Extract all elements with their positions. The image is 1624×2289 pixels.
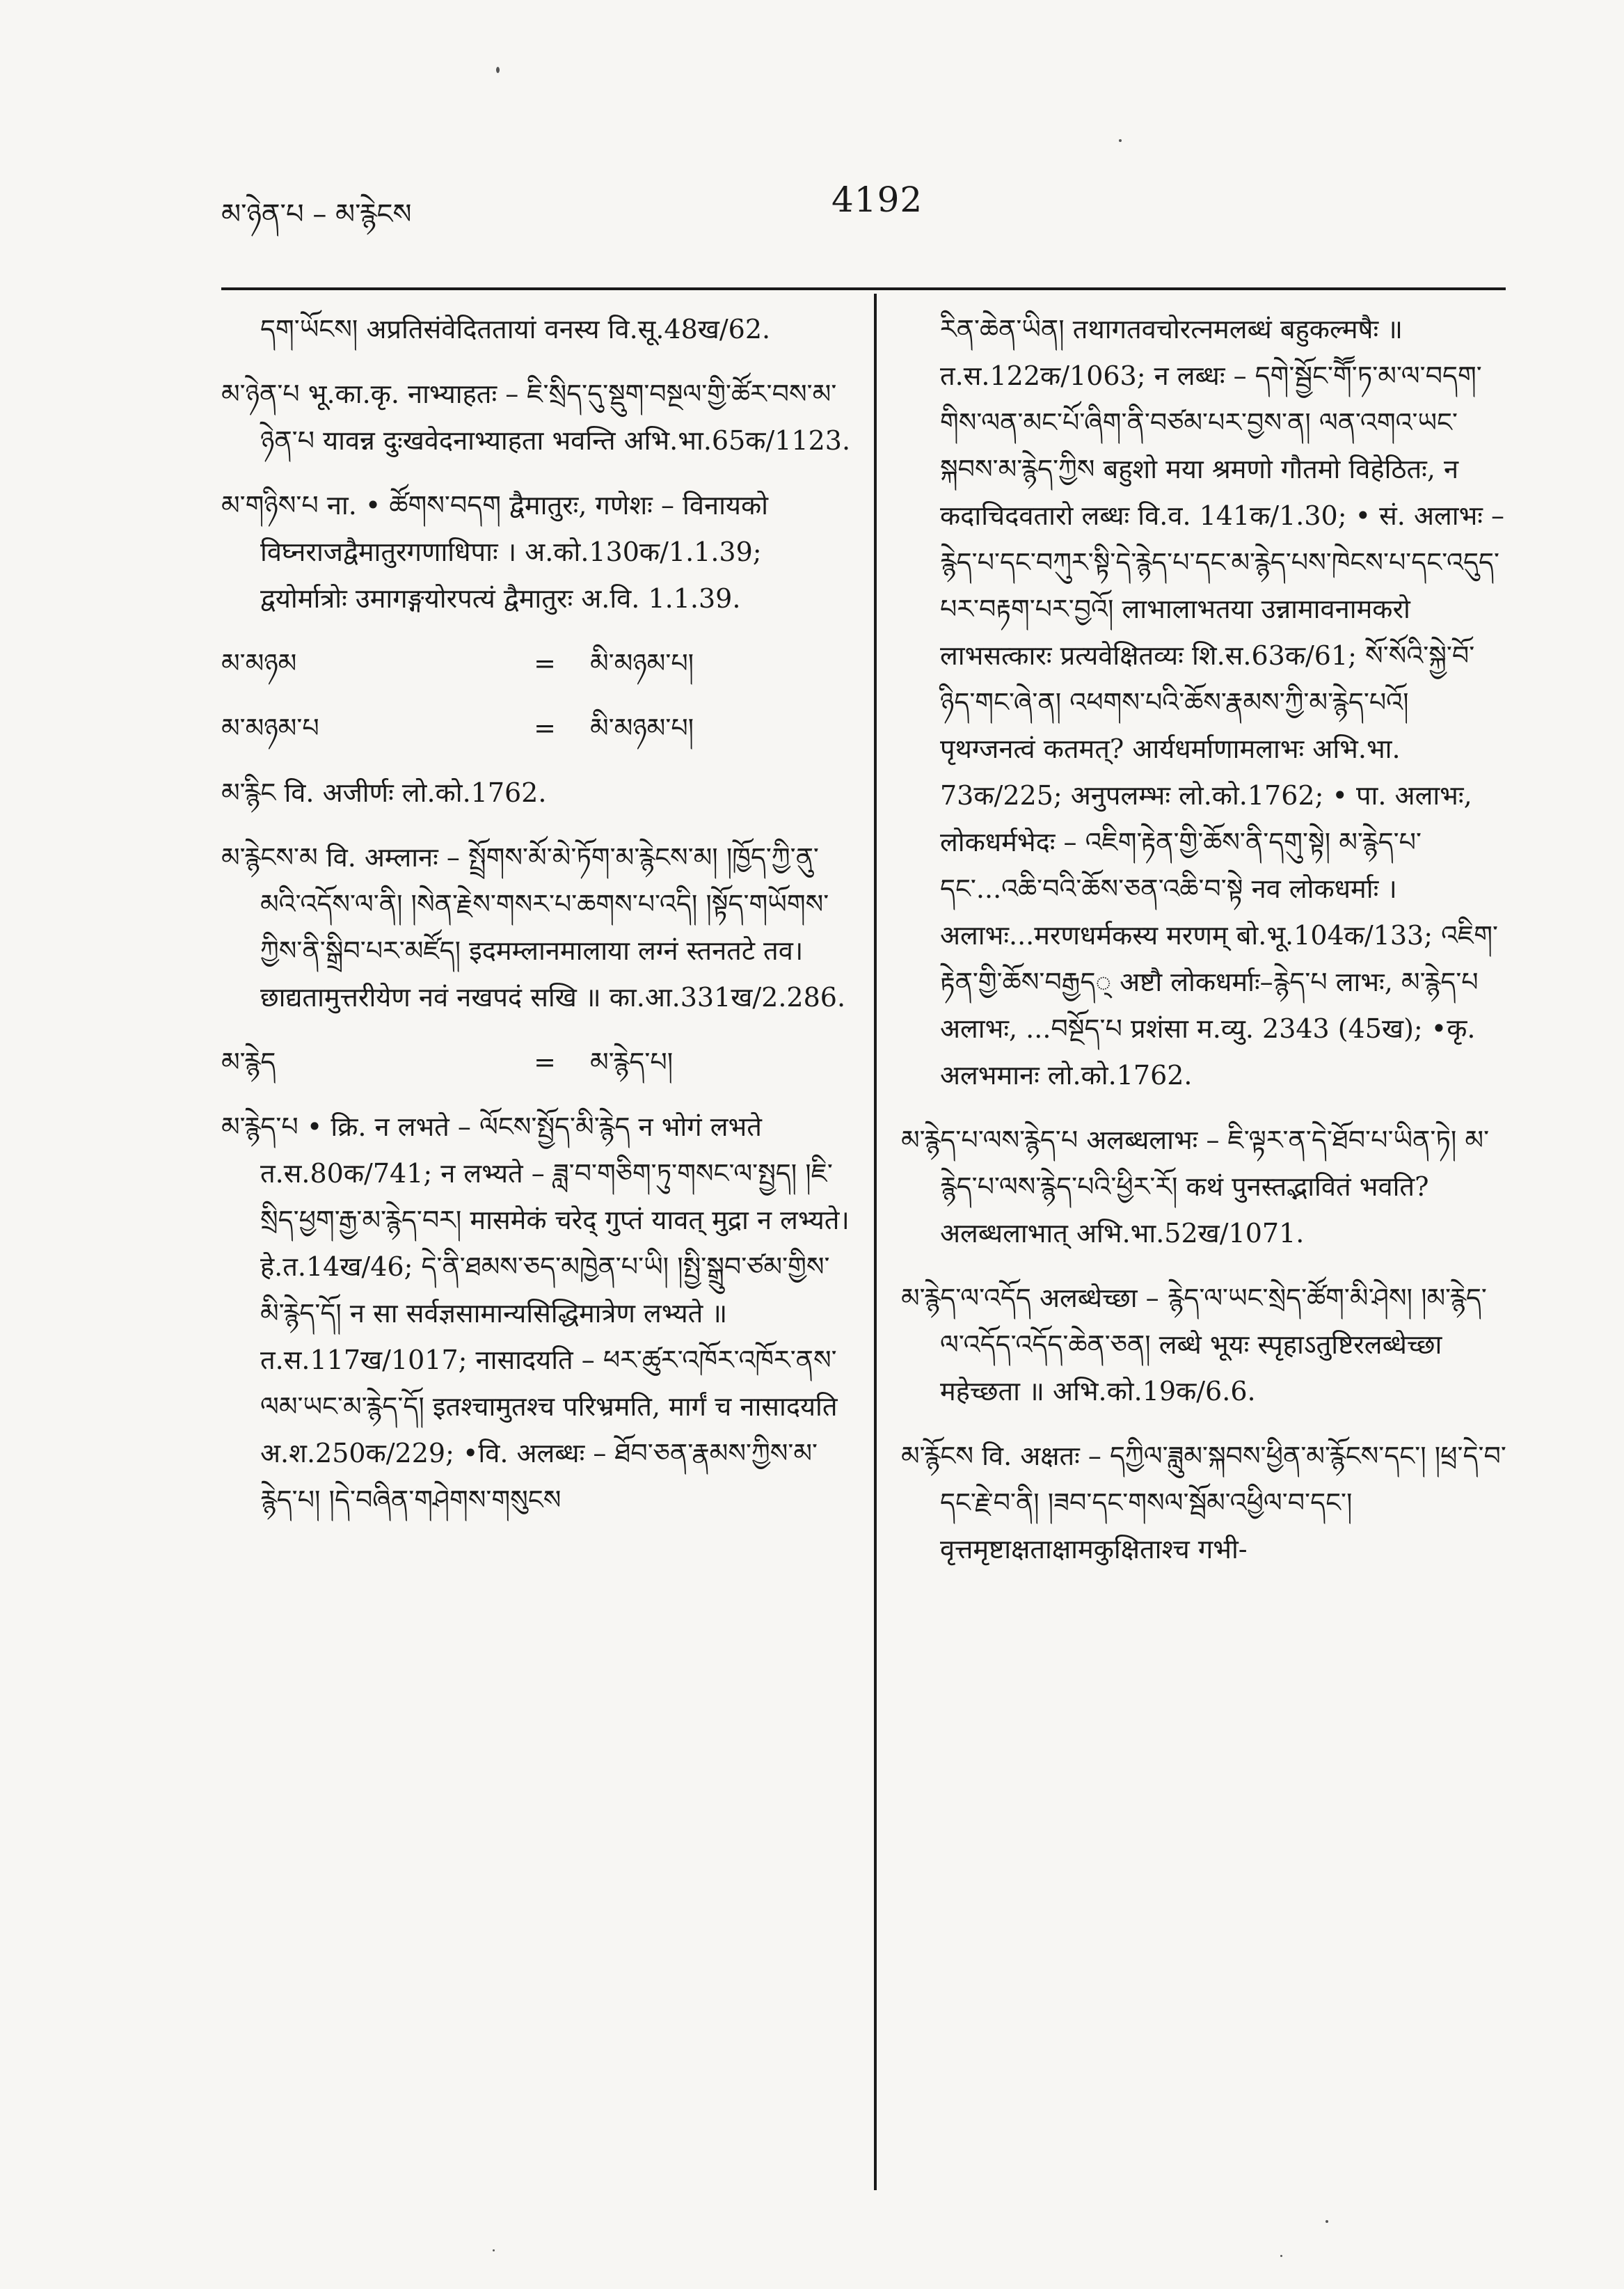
scan-speck	[493, 2249, 495, 2251]
definition-text: • क्रि. न लभते – ལོངས་སྤྱོད་མི་རྙེད न भोगं लभते त.स.80क/741; न लभ्यते – ཟླ་བ་གཅིག་ཏུ་གསང་ལ་སྤྱད། །ཇི་སྲིད་ཕྱག་རྒྱ་མ་རྙེད་བར། मासमेकं चरेद् गुप्तं यावत् मुद्रा न लभ्यते। हे.त.14ख/46; དེ་ནི་ཐམས་ཅད་མཁྱེན་པ་ཡི། །སྤྱི་སྒྲུབ་ཙམ་གྱིས་མི་རྙེད་དོ། न सा सर्वज्ञसामान्यसिद्धिमात्रेण लभ्यते ॥ त.स.117ख/1017; नासादयति – ཕར་ཚུར་འཁོར་འཁོར་ནས་ལམ་ཡང་མ་རྙེད་དོ། इतश्चामुतश्च परिभ्रमति, मार्गं च नासादयति अ.श.250क/229; •वि. अलब्धः – ཐོབ་ཅན་རྣམས་ཀྱིས་མ་རྙེད་པ། །དེ་བཞིན་གཤེགས་གསུངས	[260, 1111, 850, 1515]
cross-reference-term: མ་མཉམ	[221, 648, 297, 679]
equals-sign: =	[534, 713, 556, 743]
scan-speck	[1280, 2255, 1282, 2257]
cross-reference-term: མ་མཉམ་པ	[221, 713, 319, 743]
cross-reference-entry	[221, 640, 851, 687]
definition-text: ना. • ཚོགས་བདག द्वैमातुरः, गणेशः – विनायको विघ्नराजद्वैमातुरगणाधिपाः । अ.को.130क/1.1.39; द्वयोर्मात्रोः उमागङ्गयोरपत्यं द्वैमातुरः अ.वि. 1.1.39.	[260, 490, 768, 614]
dictionary-entry	[901, 1275, 1506, 1415]
headword: མ་རྙེད་པ་ལས་རྙེད་པ	[901, 1125, 1078, 1155]
headword: མ་ཉེན་པ	[221, 379, 300, 409]
dictionary-entry	[901, 1117, 1506, 1257]
definition-text: वि. अक्षतः – དཀྱིལ་ཟླུམ་སྐབས་ཕྱིན་མ་རྙོངས་དང་། །ཕྲ་དེ་བ་དང་རྗེ་བ་ནི། །ཟབ་དང་གསལ་སྦོམ་འཕྱིལ་བ་དང་། वृत्तमृष्टाक्षताक्षामकुक्षिताश्च गभी-	[940, 1441, 1506, 1565]
dictionary-entry	[221, 1104, 851, 1523]
column-divider	[874, 294, 877, 2190]
left-column	[221, 306, 851, 2206]
definition-text: भू.का.कृ. नाभ्याहतः – ཇི་སྲིད་དུ་སྡུག་བསྔལ་གྱི་ཚོར་བས་མ་ཉེན་པ यावन्न दुःखवेदनाभ्याहता भवन्ति अभि.भा.65क/1123.	[260, 379, 851, 456]
scan-speck	[1119, 139, 1122, 142]
definition-text: अलब्धलाभः – ཇི་ལྟར་ན་དེ་ཐོབ་པ་ཡིན་ཏེ། མ་རྙེད་པ་ལས་རྙེད་པའི་ཕྱིར་རོ། कथं पुनस्तद्भावितं भवति? अलब्धलाभात् अभि.भा.52ख/1071.	[940, 1125, 1490, 1249]
headword: མ་རྙེད་ལ་འདོད	[901, 1283, 1031, 1313]
right-column	[901, 306, 1506, 2206]
definition-text: རིན་ཆེན་ཡིན། तथागतवचोरत्नमलब्धं बहुकल्मषैः ॥ त.स.122क/1063; न लब्धः – དགེ་སྦྱོང་གཽ་ཏ་མ་ལ་བདག་གིས་ལན་མང་པོ་ཞིག་ནི་བཙམ་པར་བྱས་ན། ལན་འགའ་ཡང་སྐབས་མ་རྙེད་ཀྱིས बहुशो मया श्रमणो गौतमो विहेठितः, न कदाचिदवतारो लब्धः वि.व. 141क/1.30; • सं. अलाभः – རྙེད་པ་དང་བཀུར་སྟི་དེ་རྙེད་པ་དང་མ་རྙེད་པས་ཁེངས་པ་དང་འདུད་པར་བརྟག་པར་བྱའོ། लाभालाभतया उन्नामावनामकरो लाभसत्कारः प्रत्यवेक्षितव्यः शि.स.63क/61; སོ་སོའི་སྐྱེ་བོ་ཉིད་གང་ཞེ་ན། འཕགས་པའི་ཆོས་རྣམས་ཀྱི་མ་རྙེད་པའོ། पृथग्जनत्वं कतमत्? आर्यधर्माणामलाभः अभि.भा. 73क/225; अनुपलम्भः लो.को.1762; • पा. अलाभः, लोकधर्मभेदः – འཇིག་རྟེན་གྱི་ཆོས་ནི་དགུ་སྟེ། མ་རྙེད་པ་དང་...འཆི་བའི་ཆོས་ཅན་འཆི་བ་སྟེ नव लोकधर्माः । अलाभः...मरणधर्मकस्य मरणम् बो.भू.104क/133; འཇིག་རྟེན་གྱི་ཆོས་བརྒྱད् अष्टौ लोकधर्माः–རྙེད་པ लाभः, མ་རྙེད་པ अलाभः, ...བསྔོད་པ प्रशंसा म.व्यु. 2343 (45ख); •कृ. अलभमानः लो.को.1762.	[940, 314, 1505, 1091]
definition-text: वि. अम्लानः – སྤྲོགས་མོ་མེ་ཏོག་མ་རྙེངས་མ། །ཁྱོད་ཀྱི་ནུ་མའི་འདོས་ལ་ནི། །སེན་རྗེས་གསར་པ་ཆགས་པ་འདི། །སྟོད་གཡོགས་ཀྱིས་ནི་སྒྲིབ་པར་མཛོད། इदमम्लानमालाया लग्नं स्तनतटे तव। छाद्यतामुत्तरीयेण नवं नखपदं सखि ॥ का.आ.331ख/2.286.	[260, 842, 846, 1013]
cross-reference-entry	[221, 705, 851, 752]
headword: མ་རྙོངས	[901, 1441, 974, 1471]
header-rule	[221, 287, 1506, 290]
headword: མ་རྙིང	[221, 777, 276, 808]
scan-speck	[1326, 2220, 1328, 2223]
cross-reference-target: མི་མཉམ་པ།	[590, 648, 694, 679]
dictionary-entry	[221, 770, 851, 816]
dictionary-entry	[221, 482, 851, 622]
definition-text: དག་ཡོངས། अप्रतिसंवेदिततायां वनस्य वि.सू.48ख/62.	[260, 314, 771, 344]
continued-entry	[221, 306, 851, 353]
headword: མ་རྙེད་པ	[221, 1111, 298, 1142]
definition-text: अलब्धेच्छा – རྙེད་ལ་ཡང་སྲེད་ཚོག་མི་ཤེས། །མ་རྙེད་ལ་འདོད་འདོད་ཆེན་ཅན། लब्धे भूयः स्पृहाऽतुष्टिरलब्धेच्छा महेच्छता ॥ अभि.को.19क/6.6.	[940, 1283, 1487, 1407]
headword: མ་རྙེངས་མ	[221, 842, 318, 873]
dictionary-entry	[901, 1433, 1506, 1573]
scan-speck	[496, 67, 500, 73]
headword: མ་གཉིས་པ	[221, 490, 319, 521]
equals-sign: =	[534, 648, 556, 679]
dictionary-entry	[221, 834, 851, 1021]
definition-text: वि. अजीर्णः लो.को.1762.	[276, 777, 547, 808]
cross-reference-term: མ་རྙེད	[221, 1047, 276, 1077]
cross-reference-target: མ་རྙེད་པ།	[590, 1047, 674, 1077]
page-number: 4192	[831, 180, 923, 220]
equals-sign: =	[534, 1047, 556, 1077]
running-title: མ་ཉེན་པ – མ་རྙེངས	[221, 198, 412, 230]
dictionary-entry	[221, 371, 851, 464]
continued-entry	[901, 306, 1506, 1099]
cross-reference-target: མི་མཉམ་པ།	[590, 713, 694, 743]
cross-reference-entry	[221, 1039, 851, 1086]
